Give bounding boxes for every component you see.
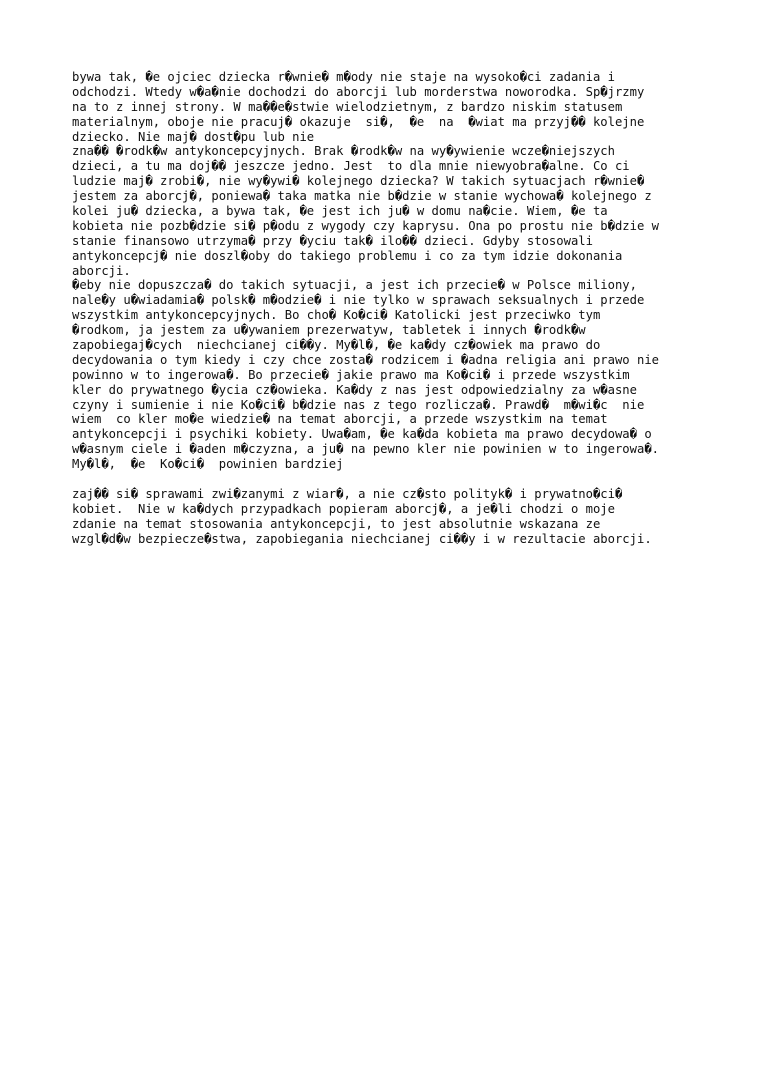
document-body bbox=[72, 70, 712, 547]
text-line: bywa tak, �e ojciec dziecka r�wnie� m�ody nie staje na wysoko�ci zadania i bbox=[72, 70, 615, 84]
text-line: wzgl�d�w bezpiecze�stwa, zapobiegania niechcianej ci��y i w rezultacie aborcji. bbox=[72, 531, 652, 546]
text-line: kler do prywatnego �ycia cz�owieka. Ka�dy z nas jest odpowiedzialny za w�asne bbox=[72, 382, 637, 397]
text-line: antykoncepcj� nie doszl�oby do takiego problemu i co za tym idzie dokonania bbox=[72, 248, 623, 263]
text-line: aborcji. bbox=[72, 263, 131, 278]
text-line: zapobiegaj�cych niechcianej ci��y. My�l�, �e ka�dy cz�owiek ma prawo do bbox=[72, 338, 601, 353]
text-line: na to z innej strony. W ma��e�stwie wielodzietnym, z bardzo niskim statusem bbox=[72, 99, 623, 114]
text-line: odchodzi. Wtedy w�a�nie dochodzi do aborcji lub morderstwa noworodka. Sp�jrzmy bbox=[72, 84, 645, 99]
text-line: dziecko. Nie maj� dost�pu lub nie bbox=[72, 129, 315, 144]
text-line: ludzie maj� zrobi�, nie wy�ywi� kolejnego dziecka? W takich sytuacjach r�wnie� bbox=[72, 174, 645, 189]
text-line: wszystkim antykoncepcyjnych. Bo cho� Ko�ci� Katolicki jest przeciwko tym bbox=[72, 308, 601, 323]
text-line: zdanie na temat stosowania antykoncepcji, to jest absolutnie wskazana ze bbox=[72, 516, 601, 531]
text-line: kobieta nie pozb�dzie si� p�odu z wygody czy kaprysu. Ona po prostu nie b�dzie w bbox=[72, 218, 659, 233]
text-line: wiem co kler mo�e wiedzie� na temat aborcji, a przede wszystkim na temat bbox=[72, 412, 608, 427]
text-line: w�asnym ciele i �aden m�czyzna, a ju� na pewno kler nie powinien w to ingerowa�. bbox=[72, 442, 659, 457]
text-line: kolei ju� dziecka, a bywa tak, �e jest ich ju� w domu na�cie. Wiem, �e ta bbox=[72, 204, 608, 219]
text-line: powinno w to ingerowa�. Bo przecie� jakie prawo ma Ko�ci� i przede wszystkim bbox=[72, 367, 630, 382]
text-line: antykoncepcji i psychiki kobiety. Uwa�am, �e ka�da kobieta ma prawo decydowa� o bbox=[72, 427, 652, 442]
text-line: nale�y u�wiadamia� polsk� m�odzie� i nie tylko w sprawach seksualnych i przede bbox=[72, 293, 645, 308]
text-line: jestem za aborcj�, poniewa� taka matka nie b�dzie w stanie wychowa� kolejnego z bbox=[72, 189, 652, 204]
text-line: materialnym, oboje nie pracuj� okazuje si�, �e na �wiat ma przyj�� kolejne bbox=[72, 114, 645, 129]
text-line: stanie finansowo utrzyma� przy �yciu tak� ilo�� dzieci. Gdyby stosowali bbox=[72, 233, 593, 248]
text-line: �eby nie dopuszcza� do takich sytuacji, a jest ich przecie� w Polsce miliony, bbox=[72, 278, 637, 293]
text-line: decydowania o tym kiedy i czy chce zosta� rodzicem i �adna religia ani prawo nie bbox=[72, 352, 659, 367]
text-line: My�l�, �e Ko�ci� powinien bardziej bbox=[72, 457, 344, 472]
text-line: zaj�� si� sprawami zwi�zanymi z wiar�, a nie cz�sto polityk� i prywatno�ci� bbox=[72, 486, 623, 501]
text-line: czyny i sumienie i nie Ko�ci� b�dzie nas z tego rozlicza�. Prawd� m�wi�c nie bbox=[72, 397, 645, 412]
text-line: zna�� �rodk�w antykoncepcyjnych. Brak �rodk�w na wy�ywienie wcze�niejszych bbox=[72, 144, 615, 159]
text-line: kobiet. Nie w ka�dych przypadkach popieram aborcj�, a je�li chodzi o moje bbox=[72, 501, 615, 516]
text-line: �rodkom, ja jestem za u�ywaniem prezerwatyw, tabletek i innych �rodk�w bbox=[72, 323, 586, 338]
blank-line bbox=[72, 472, 712, 487]
text-line: dzieci, a tu ma doj�� jeszcze jedno. Jest to dla mnie niewyobra�alne. Co ci bbox=[72, 159, 630, 174]
